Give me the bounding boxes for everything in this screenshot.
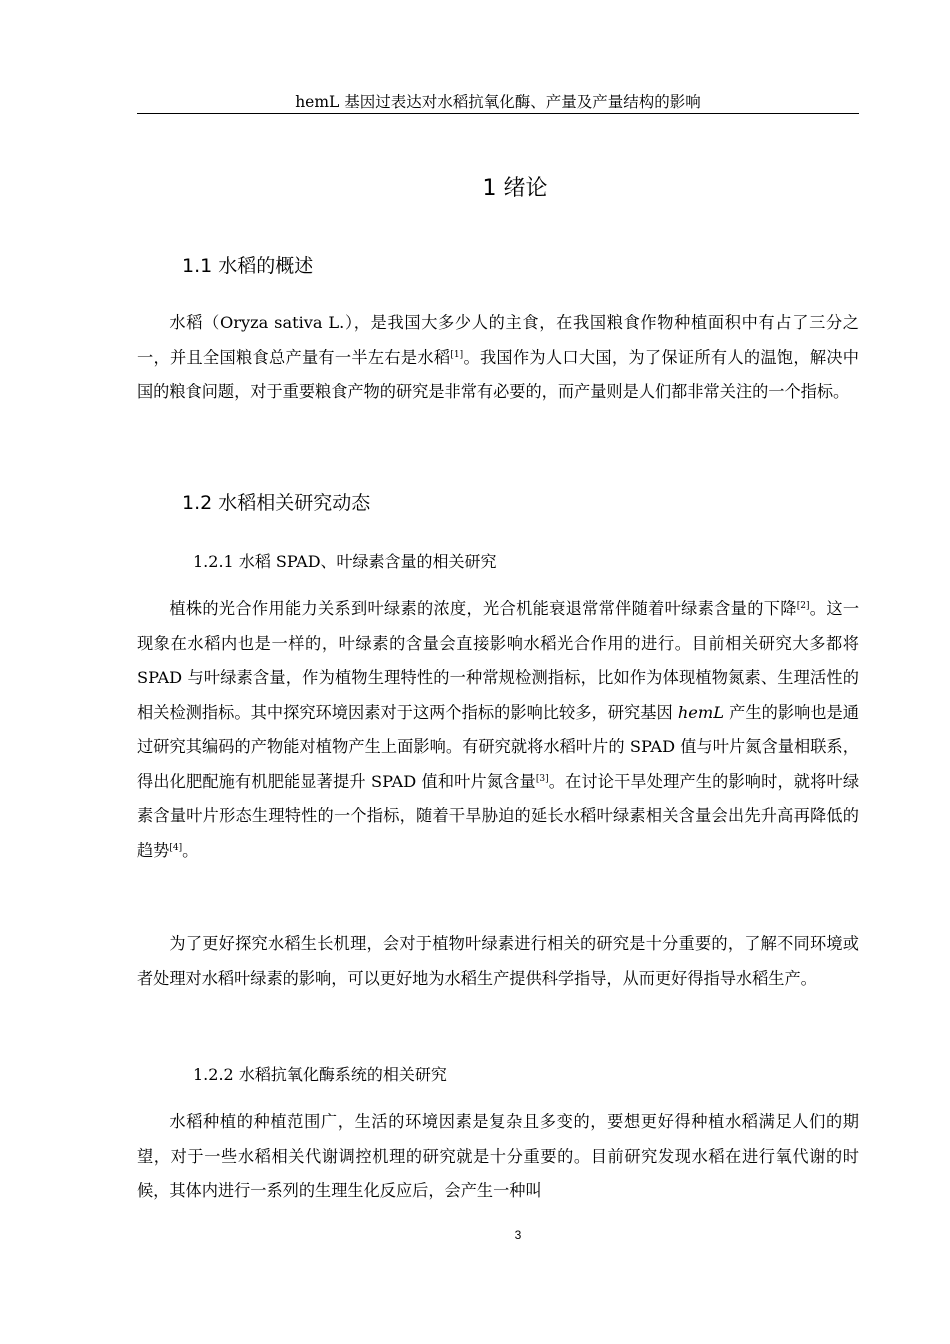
section-number: 1.2.2 [193, 1065, 234, 1084]
page-number: 3 [514, 1228, 522, 1242]
paragraph-rice-overview [137, 306, 859, 410]
chapter-title: 1 绪论 [482, 176, 548, 201]
paragraph-chlorophyll-importance: 为了更好探究水稻生长机理，会对于植物叶绿素进行相关的研究是十分重要的，了解不同环境或者处理对水稻叶绿素的影响，可以更好地为水稻生产提供科学指导，从而更好得指导水稻生产。 [137, 934, 859, 988]
header-rule [137, 113, 859, 114]
section-heading-1-2: 1.2 水稻相关研究动态 [182, 492, 371, 514]
paragraph-text: 产生的影响也是通过研究其编码的产物能对植物产生上面影响。有研究就将水稻叶片的 SPAD 值与叶片氮含量相联系，得出化肥配施有机肥能显著提升 SPAD 值和叶片氮含量 [137, 702, 859, 791]
citation-ref: [1] [450, 349, 464, 360]
section-number: 1.2.1 [193, 552, 234, 571]
citation-ref: [2] [796, 601, 810, 611]
paragraph-text: 。这一现象在水稻内也是一样的，叶绿素的含量会直接影响水稻光合作用的进行。目前相关研究大多都将 SPAD 与叶绿素含量，作为植物生理特性的一种常规检测指标，比如作为体现植物氮素、生理活性的相关检测指标。其中探究环境因素对于这两个指标的影响比较多，研究基因 [137, 599, 860, 722]
heading-text: 水稻 SPAD [238, 552, 321, 571]
paragraph-text: 水稻（Oryza sativa L.），是我国大多少人的主食，在我国粮食作物种植面积中有占了三分之一，并且全国粮食总产量有一半左右是水稻 [137, 313, 859, 367]
citation-ref: [3] [535, 773, 549, 784]
paragraph-chlorophyll-research [137, 592, 859, 868]
paragraph-text: 。我国作为人口大国，为了保证所有人的温饱，解决中国的粮食问题，对于重要粮食产物的研究是非常有必要的，而产量则是人们都非常关注的一个指标。 [137, 347, 859, 401]
citation-ref: [4] [169, 842, 183, 853]
section-heading-1-2-2 [193, 1063, 447, 1087]
gene-name: hemL [677, 702, 724, 722]
running-header: hemL 基因过表达对水稻抗氧化酶、产量及产量结构的影响 [295, 93, 701, 111]
heading-text: 、叶绿素含量的相关研究 [320, 552, 497, 571]
heading-text: 水稻抗氧化酶系统的相关研究 [238, 1065, 447, 1084]
paragraph-text: 植株的光合作用能力关系到叶绿素的浓度，光合机能衰退常常伴随着叶绿素含量的下降 [169, 599, 797, 618]
section-heading-1-2-1 [193, 550, 497, 574]
paragraph-text: 。在讨论干旱处理产生的影响时，就将叶绿素含量叶片形态生理特性的一个指标，随着干旱胁迫的延长水稻叶绿素相关含量会出先升高再降低的趋势 [137, 771, 860, 860]
paragraph-text: 。 [182, 840, 199, 860]
paragraph-antioxidant-research: 水稻种植的种植范围广，生活的环境因素是复杂且多变的，要想更好得种植水稻满足人们的期望，对于一些水稻相关代谢调控机理的研究就是十分重要的。目前研究发现水稻在进行氧代谢的时候，其体内进行一系列的生理生化反应后，会产生一种叫 [137, 1112, 859, 1200]
section-heading-1-1: 1.1 水稻的概述 [182, 255, 314, 277]
